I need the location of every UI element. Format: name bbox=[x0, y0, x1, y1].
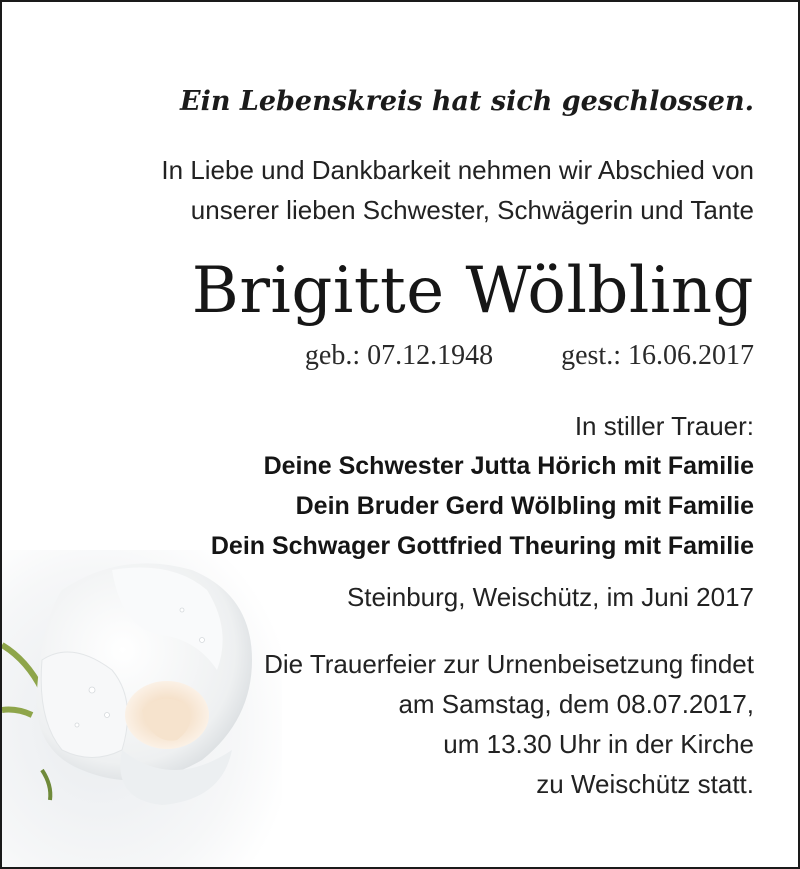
funeral-line: Die Trauerfeier zur Urnenbeisetzung findet bbox=[264, 649, 754, 679]
death-date: gest.: 16.06.2017 bbox=[561, 340, 754, 371]
birth-date: geb.: 07.12.1948 bbox=[304, 340, 494, 371]
funeral-line: zu Weischütz statt. bbox=[536, 769, 754, 799]
white-rose-image bbox=[2, 550, 282, 869]
life-dates bbox=[305, 340, 754, 372]
intro-line: unserer lieben Schwester, Schwägerin und Tante bbox=[190, 195, 754, 225]
deceased-name: Brigitte Wölbling bbox=[191, 254, 754, 328]
mourning-heading: In stiller Trauer: bbox=[574, 411, 754, 441]
mourners-block bbox=[211, 406, 754, 566]
mourner-line: Dein Bruder Gerd Wölbling mit Familie bbox=[295, 492, 754, 520]
intro-line: In Liebe und Dankbarkeit nehmen wir Abschied von bbox=[161, 155, 754, 185]
mourner-line: Deine Schwester Jutta Hörich mit Familie bbox=[263, 452, 754, 480]
funeral-line: am Samstag, dem 08.07.2017, bbox=[398, 689, 754, 719]
place-date: Steinburg, Weischütz, im Juni 2017 bbox=[346, 582, 754, 612]
intro-text bbox=[161, 150, 754, 230]
funeral-line: um 13.30 Uhr in der Kirche bbox=[443, 729, 754, 759]
funeral-info bbox=[264, 644, 754, 804]
motto-heading: Ein Lebenskreis hat sich geschlossen. bbox=[179, 86, 754, 117]
mourner-line: Dein Schwager Gottfried Theuring mit Familie bbox=[210, 532, 754, 560]
